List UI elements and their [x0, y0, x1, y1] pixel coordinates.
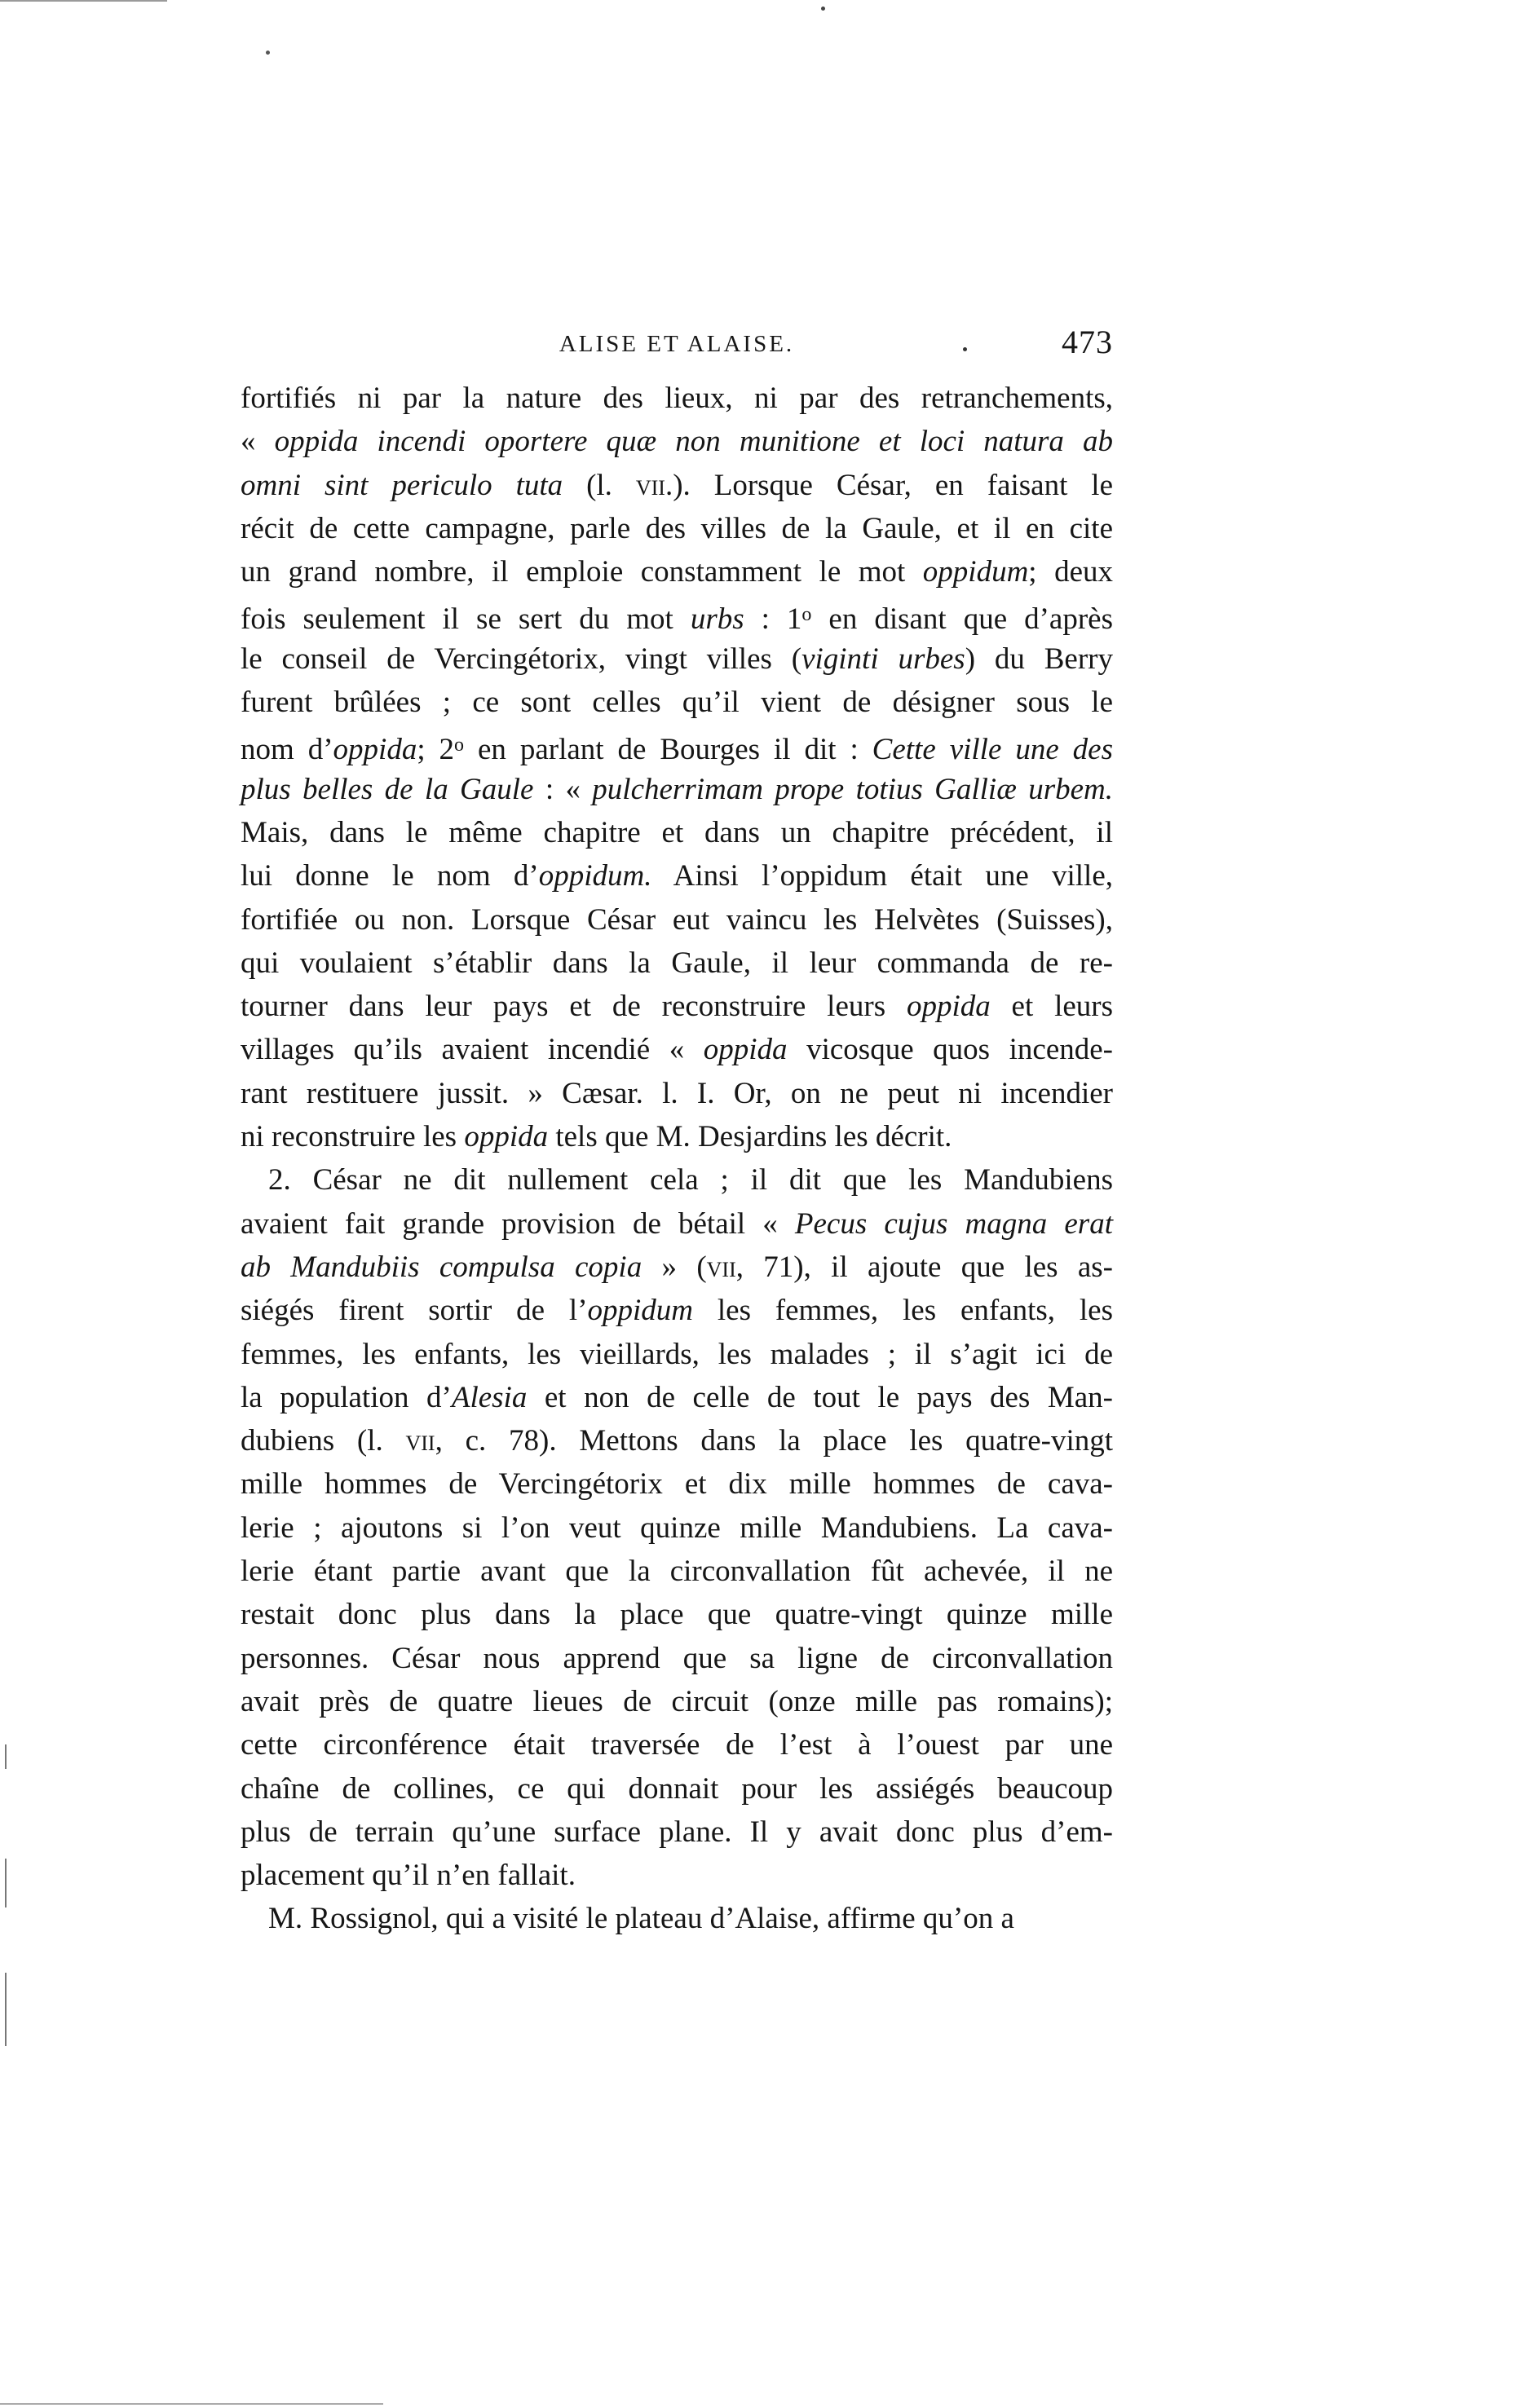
text-line	[241, 1202, 1113, 1246]
text-run: et non de celle de tout le pays des Man-	[527, 1380, 1113, 1414]
text-run: plus de terrain qu’une surface plane. Il y avait donc plus d’em-	[241, 1815, 1113, 1849]
small-caps-run: vii	[706, 1250, 736, 1284]
text-line	[241, 942, 1113, 985]
text-run: tels que M. Desjardins les décrit.	[548, 1120, 952, 1154]
scan-mark-left-edge-1	[5, 1744, 7, 1769]
text-run: qui voulaient s’établir dans la Gaule, il leur commanda de re-	[241, 946, 1113, 980]
text-run: un grand nombre, il emploie constamment le mot	[241, 555, 923, 589]
running-header	[241, 323, 1113, 368]
text-run: en disant que d’après	[811, 602, 1113, 637]
text-line	[241, 420, 1113, 463]
text-line	[241, 593, 1113, 637]
text-run: , 71), il ajoute que les as-	[735, 1250, 1114, 1284]
small-caps-run: vii	[405, 1424, 435, 1458]
text-line	[241, 985, 1113, 1028]
text-run: Ainsi l’oppidum était une ville,	[651, 859, 1113, 893]
text-line	[241, 1333, 1113, 1376]
text-run: , c. 78). Mettons dans la place les quatre-vingt	[435, 1424, 1114, 1458]
text-line	[241, 464, 1113, 507]
text-run: cette circonférence était traversée de l’est à l’ouest par une	[241, 1728, 1113, 1762]
italic-run: oppidum	[922, 555, 1029, 589]
text-line	[241, 1289, 1113, 1332]
text-run: vicosque quos incende-	[787, 1033, 1113, 1067]
italic-run: oppida	[703, 1033, 788, 1067]
italic-run: oppidum.	[538, 859, 652, 893]
text-line	[241, 898, 1113, 942]
text-run: .). Lorsque César, en faisant le	[665, 468, 1113, 502]
text-run: ni reconstruire les	[241, 1120, 465, 1154]
italic-run: pulcherrimam prope totius Galliæ urbem.	[592, 772, 1114, 806]
text-line	[241, 1376, 1113, 1419]
text-run: femmes, les enfants, les vieillards, les malades ; il s’agit ici de	[241, 1337, 1113, 1371]
text-run: 2. César ne dit nullement cela ; il dit que les Mandubiens	[268, 1163, 1113, 1197]
page-number: 473	[1062, 324, 1113, 360]
text-run: furent brûlées ; ce sont celles qu’il vient de désigner sous le	[241, 686, 1113, 720]
text-run: (l.	[563, 468, 636, 502]
text-run: : 1	[744, 602, 802, 637]
text-run: chaîne de collines, ce qui donnait pour les assiégés beaucoup	[241, 1771, 1113, 1806]
text-run: siégés firent sortir de l’	[241, 1294, 588, 1328]
text-run: en parlant de Bourges il dit :	[464, 733, 872, 767]
text-run: avait près de quatre lieues de circuit (onze mille pas romains);	[241, 1684, 1113, 1718]
italic-run: urbs	[690, 602, 744, 637]
text-line	[241, 681, 1113, 724]
text-run: rant restituere jussit. » Cæsar. l. I. Or, on ne peut ni incendier	[241, 1076, 1113, 1110]
italic-run: Pecus cujus magna erat	[794, 1206, 1113, 1241]
italic-run: Alesia	[451, 1380, 528, 1414]
text-line	[241, 724, 1113, 767]
text-line	[241, 1680, 1113, 1723]
text-run: «	[241, 425, 275, 459]
text-line	[241, 1550, 1113, 1593]
italic-run: oppida	[333, 733, 417, 767]
scan-mark-left-edge-2	[5, 1859, 7, 1907]
text-run: lui donne le nom d’	[241, 859, 539, 893]
text-line	[241, 1767, 1113, 1810]
scan-mark-left-dot	[266, 51, 270, 55]
small-caps-run: vii	[635, 468, 665, 502]
text-run: : «	[533, 772, 593, 806]
text-run: tourner dans leur pays et de reconstruire leurs	[241, 990, 907, 1024]
text-line	[241, 507, 1113, 550]
text-run: » (	[642, 1250, 707, 1284]
text-run: nom d’	[241, 733, 333, 767]
text-run: lerie étant partie avant que la circonvallation fût achevée, il ne	[241, 1555, 1113, 1589]
scan-mark-bottom-left	[0, 2403, 383, 2405]
text-line	[241, 1897, 1113, 1940]
text-line	[241, 768, 1113, 811]
text-run: ; deux	[1028, 555, 1113, 589]
text-line	[241, 811, 1113, 854]
text-line	[241, 1072, 1113, 1115]
text-run: récit de cette campagne, parle des villes de la Gaule, et il en cite	[241, 511, 1113, 545]
header-dot	[963, 347, 967, 351]
text-run: fortifiée ou non. Lorsque César eut vaincu les Helvètes (Suisses),	[241, 902, 1113, 937]
text-run: placement qu’il n’en fallait.	[241, 1859, 576, 1893]
superscript-run: o	[454, 734, 465, 756]
text-line	[241, 1246, 1113, 1289]
running-title: ALISE ET ALAISE.	[559, 331, 795, 357]
text-run: la population d’	[241, 1380, 452, 1414]
text-run: mille hommes de Vercingétorix et dix mille hommes de cava-	[241, 1467, 1113, 1502]
text-line	[241, 1158, 1113, 1202]
italic-run: ab Mandubiis compulsa copia	[241, 1250, 642, 1284]
text-line	[241, 637, 1113, 681]
scan-mark-left-edge-3	[5, 1973, 7, 2046]
text-run: avaient fait grande provision de bétail «	[241, 1206, 795, 1241]
text-run: personnes. César nous apprend que sa ligne de circonvallation	[241, 1641, 1113, 1675]
text-line	[241, 1810, 1113, 1854]
text-line	[241, 1506, 1113, 1550]
text-run: restait donc plus dans la place que quatre-vingt quinze mille	[241, 1598, 1113, 1632]
text-run: le conseil de Vercingétorix, vingt villes (	[241, 642, 802, 676]
italic-run: oppida incendi oportere quæ non munitione et loci natura ab	[274, 425, 1113, 459]
text-line	[241, 377, 1113, 420]
italic-run: viginti urbes	[801, 642, 965, 676]
text-line	[241, 1854, 1113, 1897]
text-line	[241, 1637, 1113, 1680]
text-line	[241, 1723, 1113, 1766]
superscript-run: o	[801, 604, 812, 626]
italic-run: plus belles de la Gaule	[241, 772, 534, 806]
text-line	[241, 1462, 1113, 1506]
text-run: villages qu’ils avaient incendié «	[241, 1033, 704, 1067]
text-line	[241, 1028, 1113, 1071]
text-run: M. Rossignol, qui a visité le plateau d’Alaise, affirme qu’on a	[268, 1902, 1014, 1936]
scan-mark-top-dot	[821, 7, 825, 11]
text-run: lerie ; ajoutons si l’on veut quinze mille Mandubiens. La cava-	[241, 1511, 1113, 1545]
text-line	[241, 1419, 1113, 1462]
italic-run: oppidum	[587, 1294, 694, 1328]
body-text	[241, 377, 1113, 1941]
text-run: Mais, dans le même chapitre et dans un chapitre précédent, il	[241, 815, 1113, 849]
scan-mark-top-left	[0, 0, 167, 2]
text-run: et leurs	[990, 990, 1114, 1024]
italic-run: Cette ville une des	[872, 733, 1113, 767]
text-run: ) du Berry	[965, 642, 1113, 676]
text-run: dubiens (l.	[241, 1424, 406, 1458]
text-line	[241, 550, 1113, 593]
text-run: ; 2	[417, 733, 455, 767]
italic-run: omni sint periculo tuta	[241, 468, 563, 502]
text-line	[241, 1593, 1113, 1636]
italic-run: oppida	[906, 990, 991, 1024]
text-run: fortifiés ni par la nature des lieux, ni par des retranchements,	[241, 381, 1113, 415]
text-line	[241, 1115, 1113, 1158]
text-run: les femmes, les enfants, les	[693, 1294, 1113, 1328]
text-line	[241, 854, 1113, 897]
text-run: fois seulement il se sert du mot	[241, 602, 691, 637]
italic-run: oppida	[464, 1120, 549, 1154]
